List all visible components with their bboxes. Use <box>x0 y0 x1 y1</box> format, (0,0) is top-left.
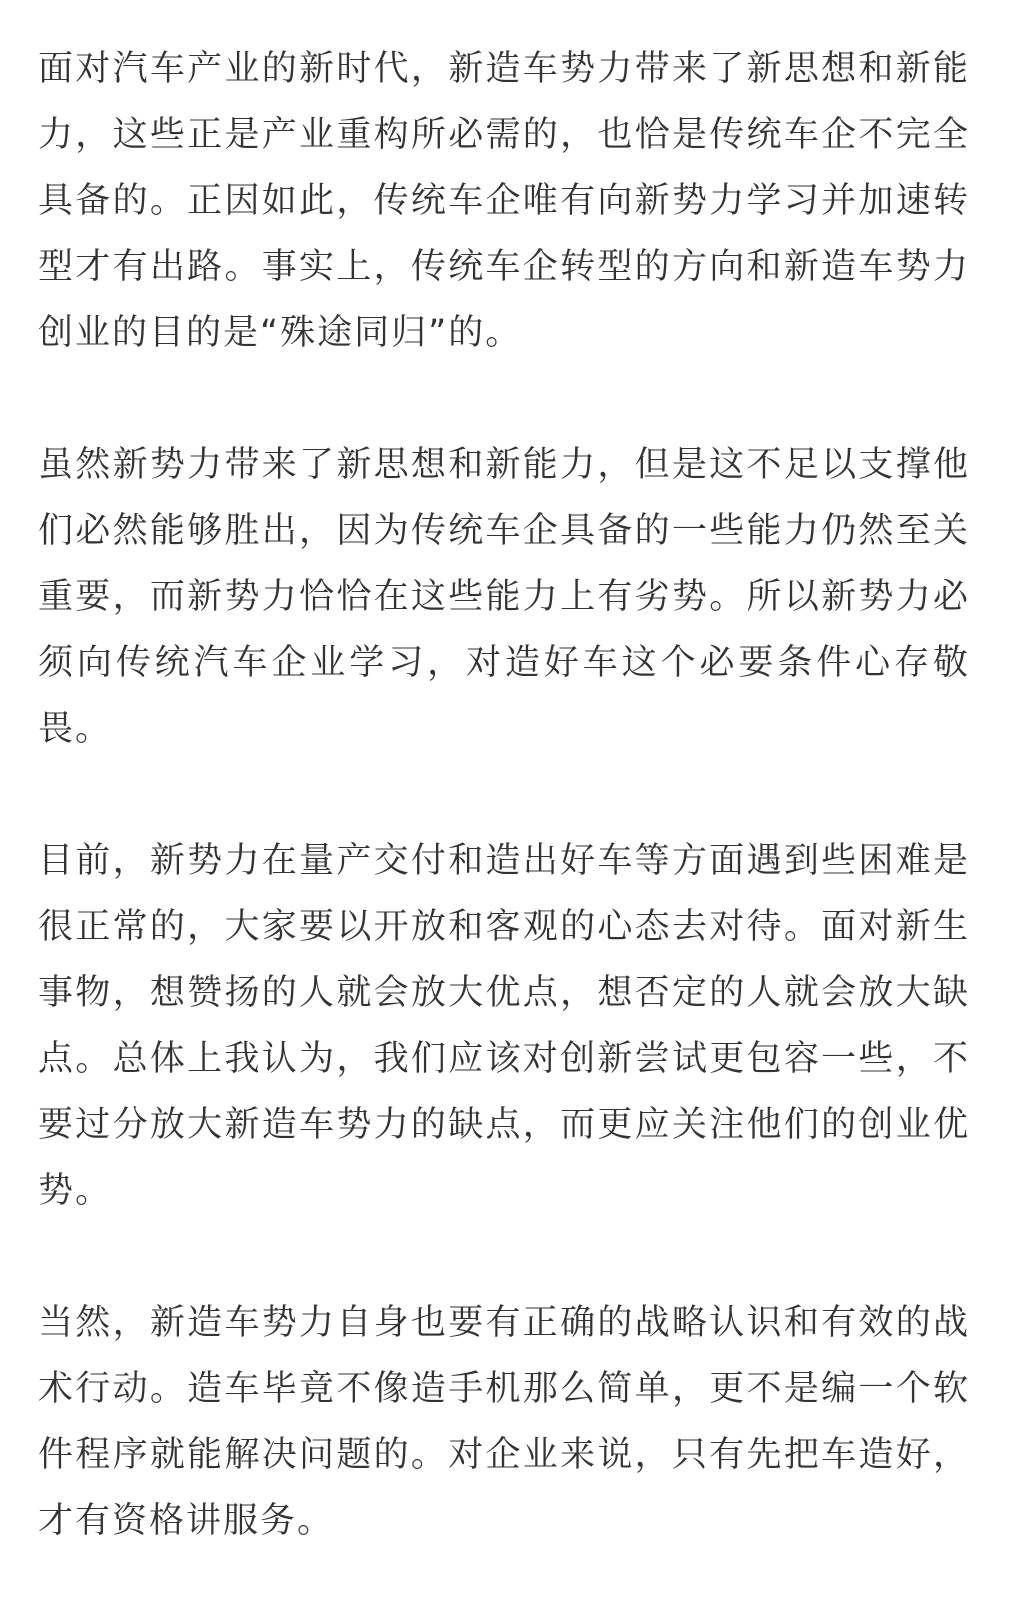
paragraph-line: 要过分放大新造车势力的缺点，而更应关注他们的创业优 <box>38 1105 970 1145</box>
paragraph-line: 虽然新势力带来了新思想和新能力，但是这不足以支撑他 <box>38 445 970 485</box>
paragraph-line: 具备的。正因如此，传统车企唯有向新势力学习并加速转 <box>38 181 970 221</box>
paragraph-line: 件程序就能解决问题的。对企业来说，只有先把车造好， <box>38 1435 970 1475</box>
paragraph-1 <box>38 36 970 366</box>
paragraph-line: 力，这些正是产业重构所必需的，也恰是传统车企不完全 <box>38 115 970 155</box>
paragraph-line: 才有资格讲服务。 <box>38 1501 335 1541</box>
paragraph-line: 点。总体上我认为，我们应该对创新尝试更包容一些，不 <box>38 1039 970 1079</box>
paragraph-line: 须向传统汽车企业学习，对造好车这个必要条件心存敬 <box>38 643 970 683</box>
paragraph-line: 面对汽车产业的新时代，新造车势力带来了新思想和新能 <box>38 49 970 89</box>
paragraph-4 <box>38 1290 970 1554</box>
paragraph-line: 目前，新势力在量产交付和造出好车等方面遇到些困难是 <box>38 841 970 881</box>
paragraph-line: 型才有出路。事实上，传统车企转型的方向和新造车势力 <box>38 247 970 287</box>
paragraph-line: 事物，想赞扬的人就会放大优点，想否定的人就会放大缺 <box>38 973 970 1013</box>
paragraph-line: 重要，而新势力恰恰在这些能力上有劣势。所以新势力必 <box>38 577 970 617</box>
paragraph-line: 畏。 <box>38 709 113 749</box>
paragraph-line: 们必然能够胜出，因为传统车企具备的一些能力仍然至关 <box>38 511 970 551</box>
paragraph-line: 很正常的，大家要以开放和客观的心态去对待。面对新生 <box>38 907 970 947</box>
paragraph-2 <box>38 432 970 762</box>
paragraph-3 <box>38 828 970 1224</box>
paragraph-line: 创业的目的是“殊途同归”的。 <box>38 313 523 353</box>
paragraph-line: 当然，新造车势力自身也要有正确的战略认识和有效的战 <box>38 1303 970 1343</box>
paragraph-line: 术行动。造车毕竟不像造手机那么简单，更不是编一个软 <box>38 1369 970 1409</box>
paragraph-line: 势。 <box>38 1171 113 1211</box>
